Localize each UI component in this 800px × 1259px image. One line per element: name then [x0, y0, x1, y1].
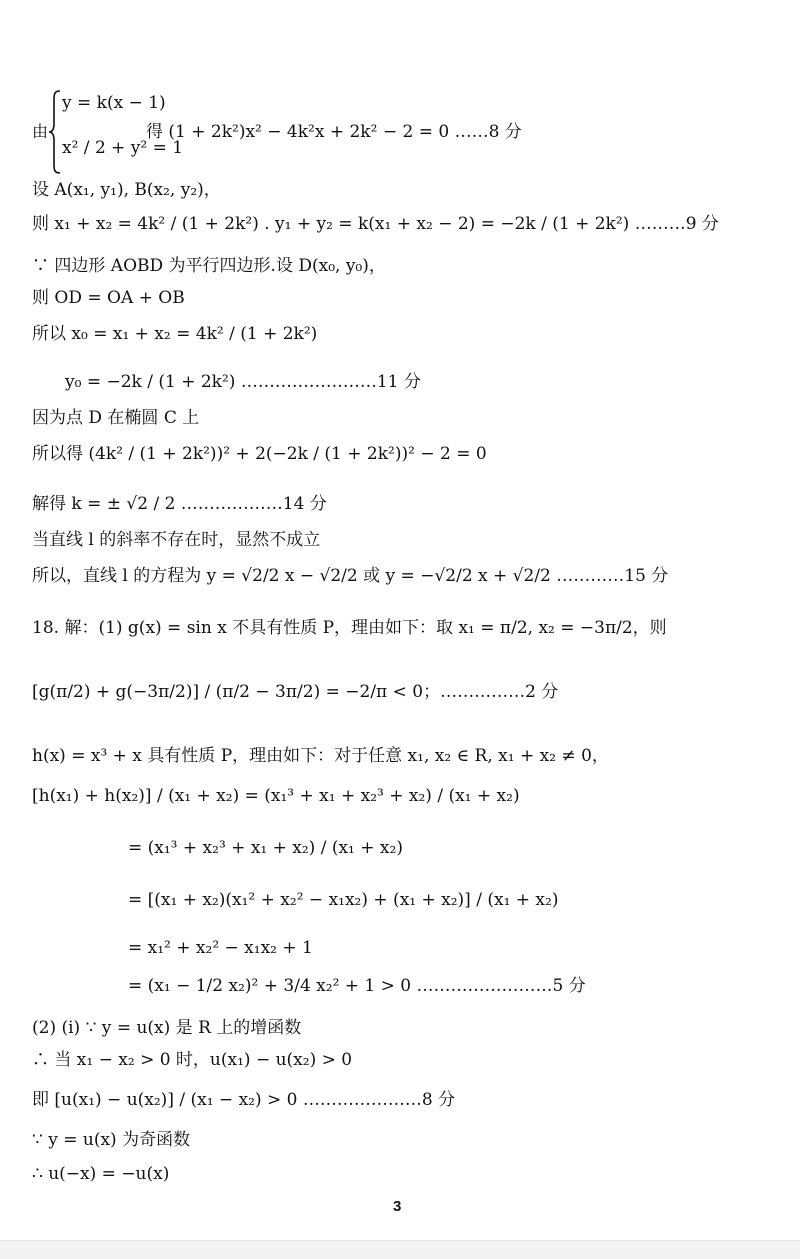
problem-18-heading: 18. 解：(1) g(x) = sin x 不具有性质 P，理由如下：取 x₁ = π/2, x₂ = −3π/2，则 [32, 618, 667, 638]
line-sum-roots: 则 x₁ + x₂ = 4k² / (1 + 2k²) . y₁ + y₂ = k(x₁ + x₂ − 2) = −2k / (1 + 2k²) ………9 分 [32, 214, 719, 234]
line-no-slope: 当直线 l 的斜率不存在时，显然不成立 [32, 530, 321, 550]
bottom-bar [0, 1240, 800, 1259]
page-number: 3 [393, 1198, 402, 1215]
line-g-quotient: [g(π/2) + g(−3π/2)] / (π/2 − 3π/2) = −2/π < 0；……………2 分 [32, 682, 559, 702]
derivation-step-4: = x₁² + x₂² − x₁x₂ + 1 [128, 938, 313, 958]
line-y0: y₀ = −2k / (1 + 2k²) ……………………11 分 [65, 372, 421, 392]
line-odd-identity: ∴ u(−x) = −u(x) [32, 1164, 170, 1184]
line-solve-k: 解得 k = ± √2 / 2 ………………14 分 [32, 494, 327, 514]
line-you: 由 [32, 122, 49, 141]
line-x0: 所以 x₀ = x₁ + x₂ = 4k² / (1 + 2k²) [32, 324, 318, 344]
line-parallelogram: ∵ 四边形 AOBD 为平行四边形.设 D(x₀, y₀)， [32, 256, 386, 276]
part-2-i: (2) (ⅰ) ∵ y = u(x) 是 R 上的增函数 [32, 1018, 302, 1038]
derivation-step-3: = [(x₁ + x₂)(x₁² + x₂² − x₁x₂) + (x₁ + x₂)] / (x₁ + x₂) [128, 890, 559, 910]
line-when-greater: ∴ 当 x₁ − x₂ > 0 时，u(x₁) − u(x₂) > 0 [32, 1050, 353, 1070]
line-vector: 则 OD = OA + OB [32, 288, 185, 308]
equation-line-2: x² / 2 + y² = 1 [62, 138, 184, 158]
line-substitute: 所以得 (4k² / (1 + 2k²))² + 2(−2k / (1 + 2k²))² − 2 = 0 [32, 444, 487, 464]
line-on-ellipse: 因为点 D 在椭圆 C 上 [32, 408, 200, 428]
line-quotient-positive: 即 [u(x₁) − u(x₂)] / (x₁ − x₂) > 0 …………………8 分 [32, 1090, 456, 1110]
line-set-ab: 设 A(x₁, y₁), B(x₂, y₂)， [32, 180, 221, 200]
system-brace [48, 90, 62, 174]
derivation-step-5: = (x₁ − 1/2 x₂)² + 3/4 x₂² + 1 > 0 ……………………5 分 [128, 976, 586, 996]
line-odd-function: ∵ y = u(x) 为奇函数 [32, 1130, 191, 1150]
line-h-property: h(x) = x³ + x 具有性质 P，理由如下：对于任意 x₁, x₂ ∈ R, x₁ + x₂ ≠ 0， [32, 746, 609, 766]
line-line-equation: 所以，直线 l 的方程为 y = √2/2 x − √2/2 或 y = −√2/2 x + √2/2 …………15 分 [32, 566, 669, 586]
derivation-step-2: = (x₁³ + x₂³ + x₁ + x₂) / (x₁ + x₂) [128, 838, 403, 858]
equation-line-1: y = k(x − 1) [62, 93, 166, 113]
derivation-step-1: [h(x₁) + h(x₂)] / (x₁ + x₂) = (x₁³ + x₁ + x₂³ + x₂) / (x₁ + x₂) [32, 786, 520, 806]
equation-line-3: 得 (1 + 2k²)x² − 4k²x + 2k² − 2 = 0 ……8 分 [146, 122, 522, 142]
